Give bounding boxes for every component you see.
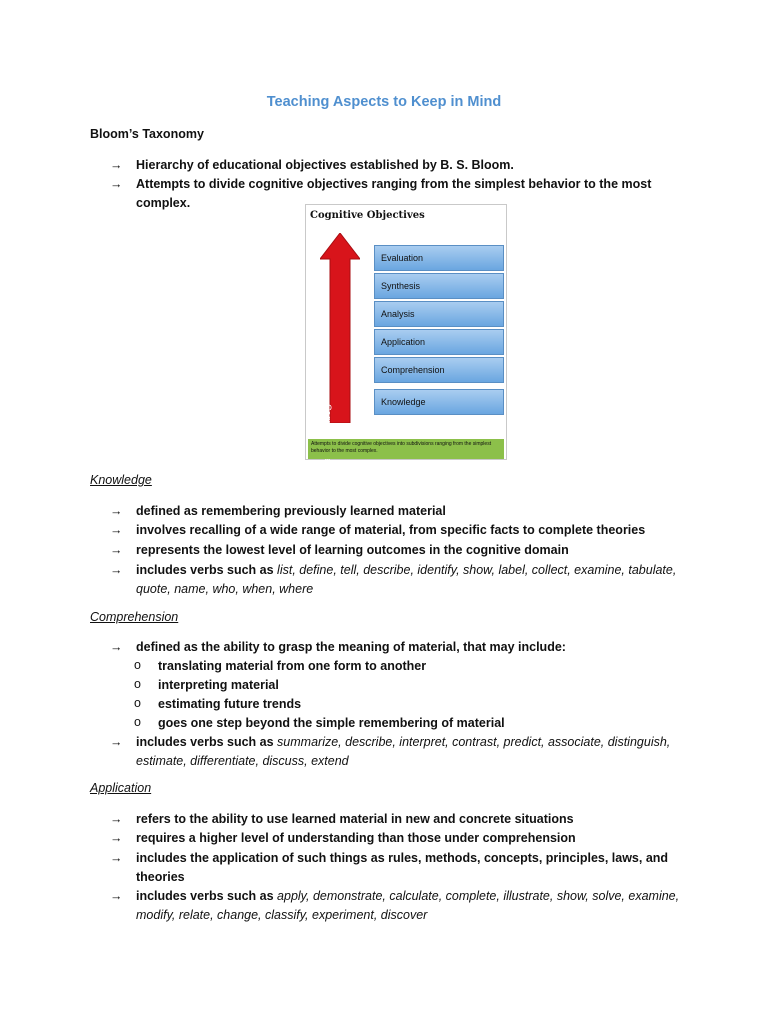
level-knowledge: Knowledge xyxy=(374,389,504,415)
comprehension-sub-item: o interpreting material xyxy=(134,677,279,692)
knowledge-bullet: → involves recalling of a wide range of material, from specific facts to complete theories xyxy=(136,521,696,540)
arrow-bullet-icon: → xyxy=(110,158,123,172)
comprehension-bullet: → defined as the ability to grasp the meaning of material, that may include: xyxy=(136,638,696,657)
application-bullet: → requires a higher level of understanding than those under comprehension xyxy=(136,829,696,848)
figure-caption: Attempts to divide cognitive objectives into subdivisions ranging from the simplest behavior to the most complex. xyxy=(308,439,504,459)
verb-list: apply, demonstrate, calculate, complete, illustrate, show, solve, examine, modify, relate, change, classify, experiment, discover xyxy=(136,889,680,922)
intro-bullet: → Hierarchy of educational objectives established by B. S. Bloom. xyxy=(136,156,696,175)
application-bullet: → refers to the ability to use learned material in new and concrete situations xyxy=(136,810,696,829)
verb-list: list, define, tell, describe, identify, show, label, collect, examine, tabulate, quote, name, who, when, where xyxy=(136,563,677,596)
section-title-knowledge: Knowledge xyxy=(90,473,152,487)
level-evaluation: Evaluation xyxy=(374,245,504,271)
arrow-bullet-icon: → xyxy=(110,889,123,903)
arrow-bullet-icon: → xyxy=(110,735,123,749)
comprehension-sub-item: o estimating future trends xyxy=(134,696,302,711)
comprehension-bullet: → includes verbs such as summarize, describe, interpret, contrast, predict, associate, distinguish, estimate, differentiate, discuss, extend xyxy=(110,735,671,768)
arrow-bullet-icon: → xyxy=(110,177,123,191)
arrow-bullet-icon: → xyxy=(110,543,123,557)
circle-bullet-icon: o xyxy=(134,715,141,729)
cognitive-objectives-figure xyxy=(305,204,507,460)
application-bullet: → includes the application of such things as rules, methods, concepts, principles, laws, and theories xyxy=(110,851,669,884)
section-title-comprehension: Comprehension xyxy=(90,610,179,624)
intro-bullet: → Attempts to divide cognitive objectives ranging from the simplest behavior to the most complex. xyxy=(110,177,652,210)
arrow-bullet-icon: → xyxy=(110,504,123,518)
circle-bullet-icon: o xyxy=(134,658,141,672)
level-analysis: Analysis xyxy=(374,301,504,327)
section-title-application: Application xyxy=(90,781,152,795)
figure-title: Cognitive Objectives xyxy=(310,210,425,221)
comprehension-sub-item: o translating material from one form to another xyxy=(134,658,427,673)
knowledge-bullet: → represents the lowest level of learning outcomes in the cognitive domain xyxy=(136,541,696,560)
circle-bullet-icon: o xyxy=(134,677,141,691)
level-application: Application xyxy=(374,329,504,355)
knowledge-bullet: → defined as remembering previously learned material xyxy=(136,502,696,521)
arrow-bullet-icon: → xyxy=(110,812,123,826)
arrow-bullet-icon: → xyxy=(110,640,123,654)
page-title: Teaching Aspects to Keep in Mind xyxy=(266,94,502,110)
arrow-bullet-icon: → xyxy=(110,563,123,577)
application-bullet: → includes verbs such as apply, demonstrate, calculate, complete, illustrate, show, solve, examine, modify, relate, change, classify, experiment, discover xyxy=(110,889,680,922)
arrow-bullet-icon: → xyxy=(110,831,123,845)
level-synthesis: Synthesis xyxy=(374,273,504,299)
arrow-bullet-icon: → xyxy=(110,851,123,865)
section-heading-blooms-taxonomy: Bloom’s Taxonomy xyxy=(90,127,204,141)
knowledge-bullet: → includes verbs such as list, define, tell, describe, identify, show, label, collect, examine, tabulate, quote, name, who, when, where xyxy=(110,563,677,596)
level-comprehension: Comprehension xyxy=(374,357,504,383)
arrow-bullet-icon: → xyxy=(110,523,123,537)
verb-list: summarize, describe, interpret, contrast, predict, associate, distinguish, estimate, differentiate, discuss, extend xyxy=(136,735,671,768)
circle-bullet-icon: o xyxy=(134,696,141,710)
comprehension-sub-item: o goes one step beyond the simple remembering of material xyxy=(134,715,505,730)
